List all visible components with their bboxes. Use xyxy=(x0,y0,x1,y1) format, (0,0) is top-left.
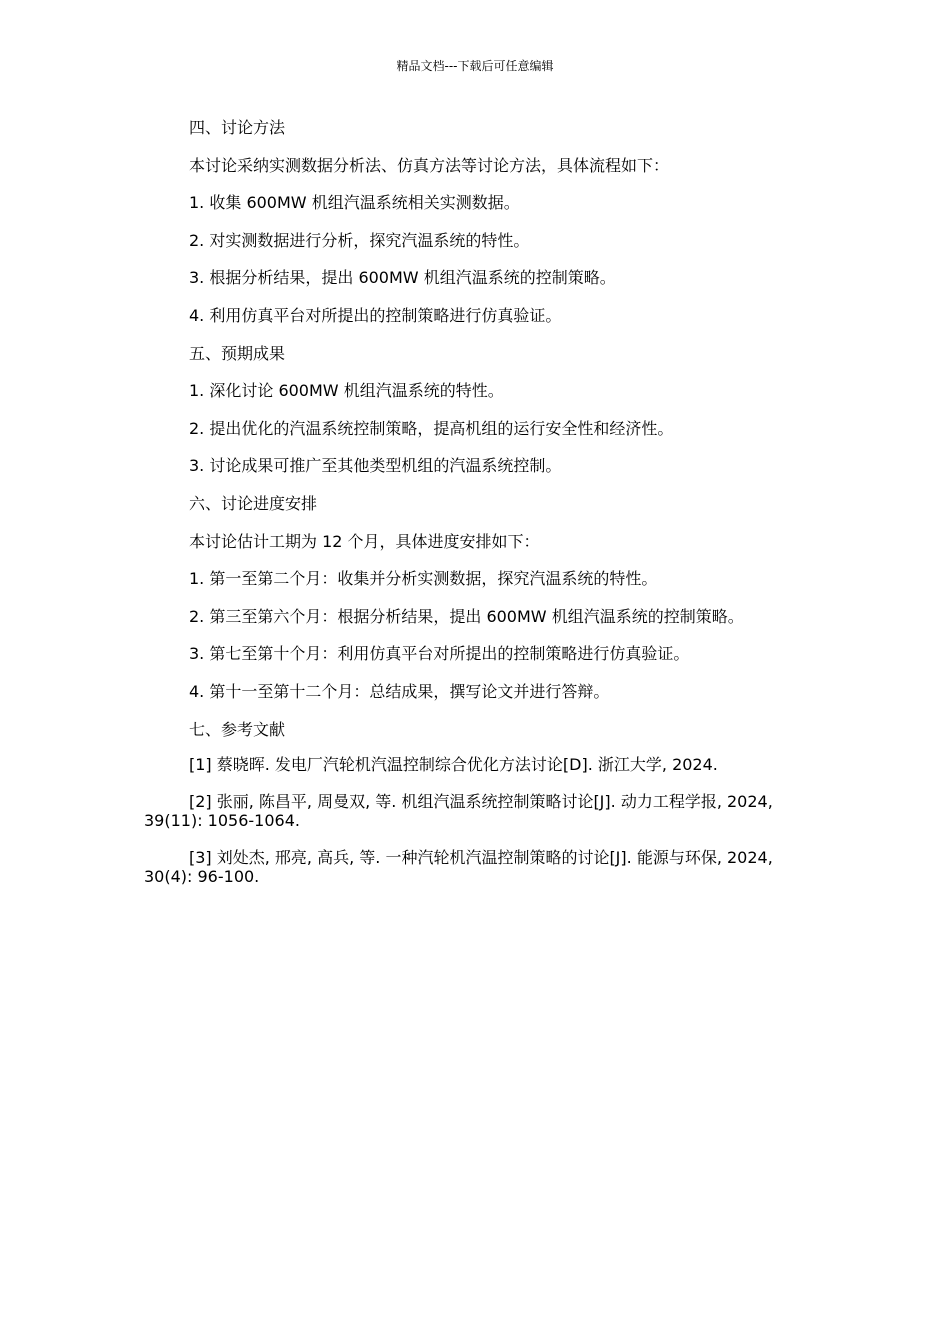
reference-item: [3] 刘处杰, 邢亮, 高兵, 等. 一种汽轮机汽温控制策略的讨论[J]. 能源与环保, 2024, 30(4): 96-100. xyxy=(144,848,773,887)
section-heading-outcomes: 五、预期成果 xyxy=(189,343,286,363)
list-item: 4. 利用仿真平台对所提出的控制策略进行仿真验证。 xyxy=(189,305,562,325)
list-item: 3. 讨论成果可推广至其他类型机组的汽温系统控制。 xyxy=(189,456,562,476)
section-heading-methods: 四、讨论方法 xyxy=(189,118,286,137)
list-item: 1. 第一至第二个月：收集并分析实测数据，探究汽温系统的特性。 xyxy=(189,569,658,589)
document-body xyxy=(144,116,804,904)
list-item: 4. 第十一至第十二个月：总结成果，撰写论文并进行答辩。 xyxy=(189,681,610,701)
list-item: 1. 收集 600MW 机组汽温系统相关实测数据。 xyxy=(189,193,520,213)
paragraph-schedule-intro: 本讨论估计工期为 12 个月，具体进度安排如下： xyxy=(189,531,540,551)
reference-item: [1] 蔡晓晖. 发电厂汽轮机汽温控制综合优化方法讨论[D]. 浙江大学, 2024. xyxy=(189,755,718,775)
page-header: 精品文档---下载后可任意编辑 xyxy=(396,59,554,73)
list-item: 2. 第三至第六个月：根据分析结果，提出 600MW 机组汽温系统的控制策略。 xyxy=(189,606,744,626)
section-heading-references: 七、参考文献 xyxy=(189,719,286,739)
list-item: 1. 深化讨论 600MW 机组汽温系统的特性。 xyxy=(189,381,504,401)
list-item: 3. 根据分析结果，提出 600MW 机组汽温系统的控制策略。 xyxy=(189,268,616,288)
section-heading-schedule: 六、讨论进度安排 xyxy=(189,493,318,513)
paragraph-methods-intro: 本讨论采纳实测数据分析法、仿真方法等讨论方法，具体流程如下： xyxy=(189,155,670,175)
list-item: 3. 第七至第十个月：利用仿真平台对所提出的控制策略进行仿真验证。 xyxy=(189,644,690,664)
list-item: 2. 提出优化的汽温系统控制策略，提高机组的运行安全性和经济性。 xyxy=(189,418,674,438)
reference-item: [2] 张丽, 陈昌平, 周曼双, 等. 机组汽温系统控制策略讨论[J]. 动力工程学报, 2024, 39(11): 1056-1064. xyxy=(144,792,773,831)
list-item: 2. 对实测数据进行分析，探究汽温系统的特性。 xyxy=(189,230,530,250)
